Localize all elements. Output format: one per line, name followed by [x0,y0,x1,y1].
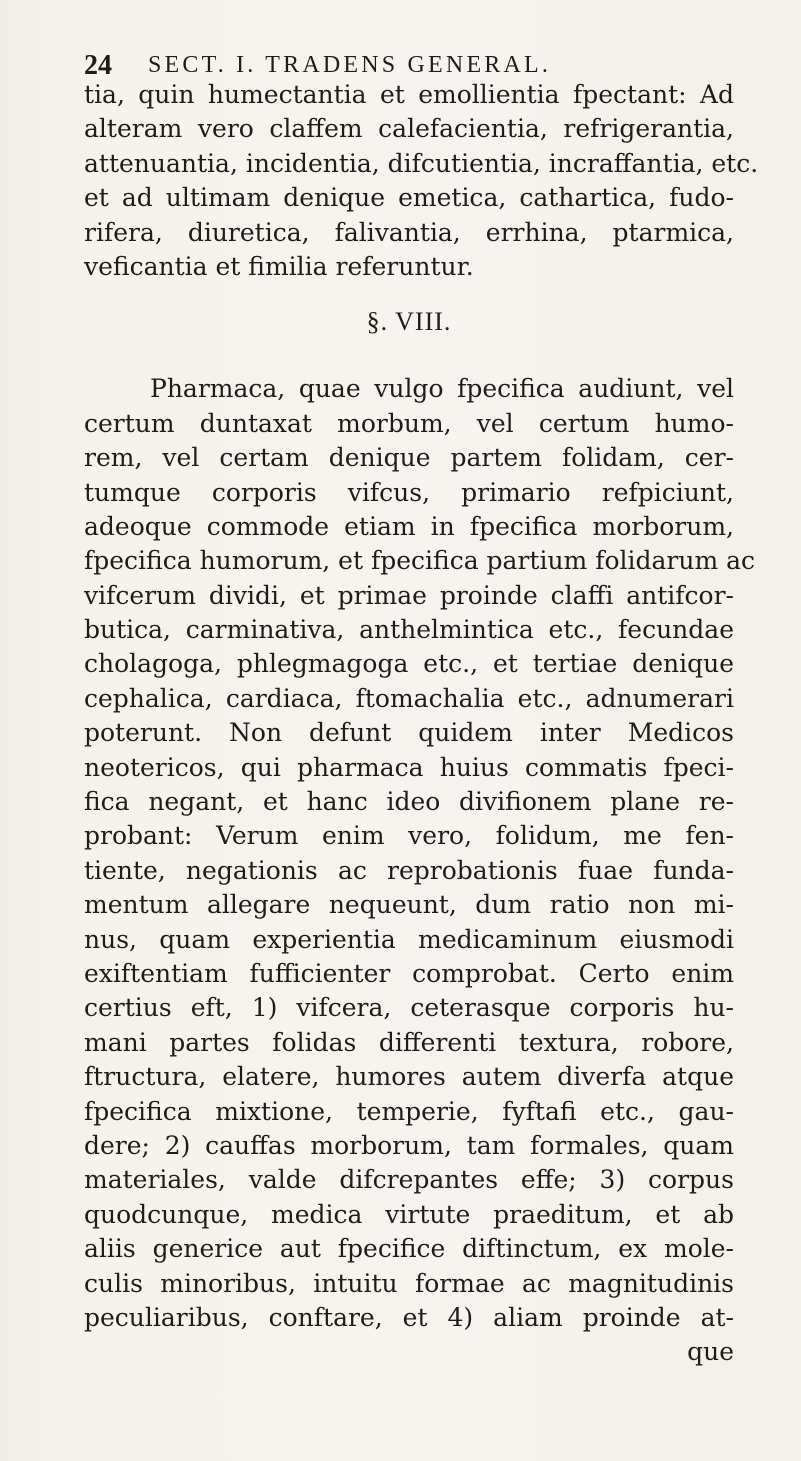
text-line: nus, quam experientia medicaminum eiusmodi [84,924,734,954]
text-line: adeoque commode etiam in fpecifica morborum, [84,511,734,541]
text-line: vifcerum dividi, et primae proinde claffi antifcor- [84,580,734,610]
text-line: alteram vero claffem calefacientia, refrigerantia, [84,114,734,144]
text-line: tiente, negationis ac reprobationis fuae funda- [84,855,734,885]
paragraph [84,372,756,1369]
text-line: tia, quin humectantia et emollientia fpectant: Ad [84,80,734,109]
text-line: materiales, valde difcrepantes effe; 3) corpus [84,1165,734,1195]
text-line: et ad ultimam denique emetica, cathartica, fudo- [84,183,734,213]
text-line: fica negant, et hanc ideo divifionem plane re- [84,787,734,817]
text-line: neotericos, qui pharmaca huius commatis fpeci- [84,752,734,782]
text-line: cholagoga, phlegmagoga etc., et tertiae denique [84,649,734,679]
text-line: attenuantia, incidentia, difcutientia, incraffantia, etc. [84,148,759,178]
section-heading: §. VIII. [366,307,452,337]
text-line: culis minoribus, intuitu formae ac magnitudinis [84,1268,734,1298]
text-line: certius eft, 1) vifcera, ceterasque corporis hu- [84,993,734,1023]
text-line: fpecifica humorum, et fpecifica partium folidarum ac [84,546,756,576]
text-line: butica, carminativa, anthelmintica etc., fecundae [84,615,734,645]
text-line: quodcunque, medica virtute praeditum, et ab [84,1199,734,1229]
text-line: mani partes folidas differenti textura, robore, [84,1027,734,1057]
text-line: probant: Verum enim vero, folidum, me fen- [84,821,734,851]
text-line: peculiaribus, conftare, et 4) aliam proinde at- [84,1302,734,1332]
text-line: veficantia et fimilia referuntur. [84,251,474,281]
page-number: 24 [84,50,112,81]
catchword: que [687,1337,734,1367]
text-line: aliis generice aut fpecifice diftinctum, ex mole- [84,1234,734,1264]
text-line: Pharmaca, quae vulgo fpecifica audiunt, vel [150,374,734,404]
text-line: rem, vel certam denique partem folidam, cer- [84,443,734,473]
running-head: SECT. I. TRADENS GENERAL. [148,52,552,78]
text-line: cephalica, cardiaca, ftomachalia etc., adnumerari [84,683,734,713]
text-line: ftructura, elatere, humores autem diverfa atque [84,1062,734,1092]
text-line: certum duntaxat morbum, vel certum humo- [84,408,734,438]
text-line: poterunt. Non defunt quidem inter Medicos [84,718,734,748]
text-line: rifera, diuretica, falivantia, errhina, ptarmica, [84,217,734,247]
text-line: mentum allegare nequeunt, dum ratio non mi- [84,890,734,920]
text-line: exiftentiam fufficienter comprobat. Certo enim [84,958,734,988]
paragraph-continued [84,78,759,284]
text-line: dere; 2) cauffas morborum, tam formales, quam [84,1130,734,1160]
text-line: tumque corporis vifcus, primario refpiciunt, [84,477,734,507]
body-text [84,78,759,1370]
text-line: fpecifica mixtione, temperie, fyftafi etc., gau- [84,1096,734,1126]
